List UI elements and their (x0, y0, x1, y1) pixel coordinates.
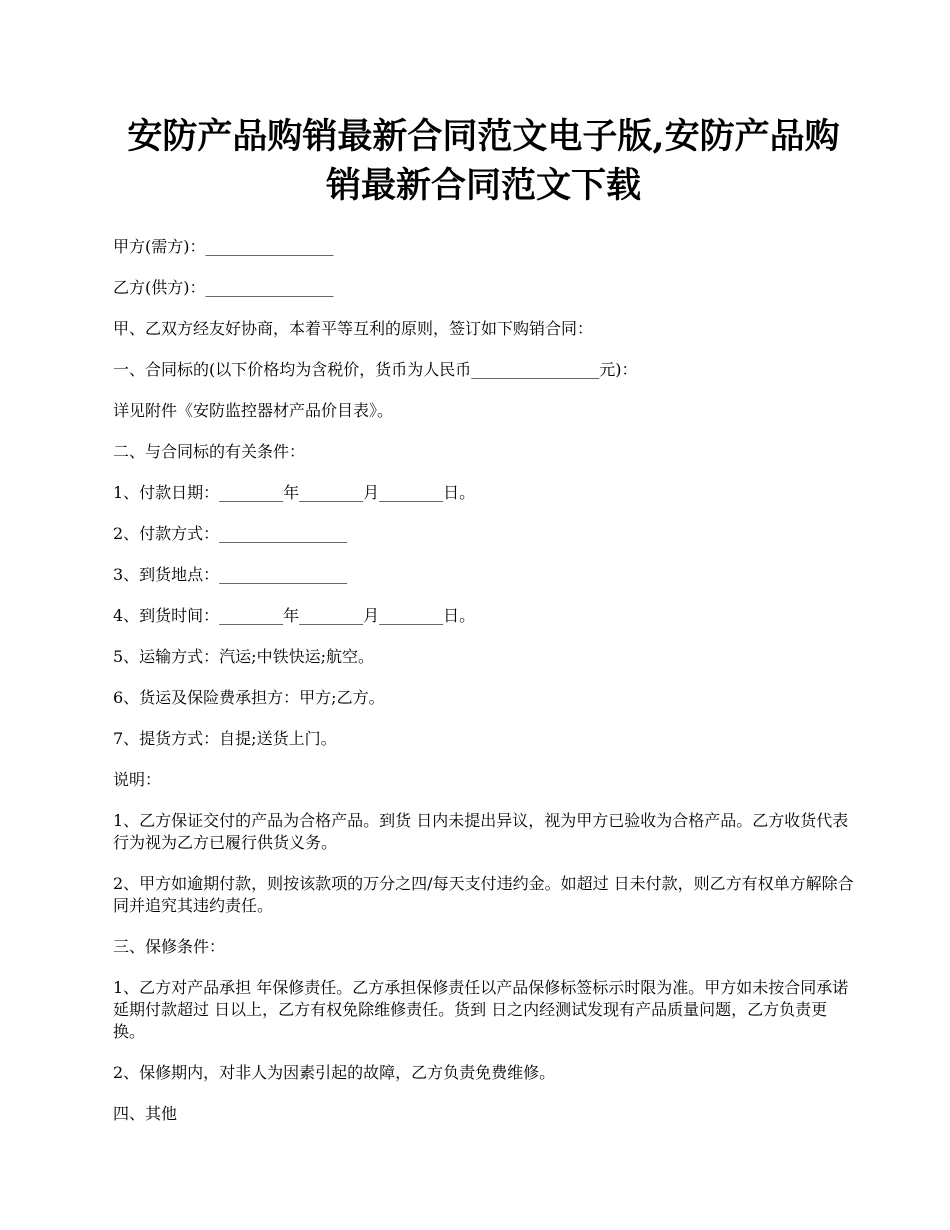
delivery-place-item: 3、到货地点：________________ (113, 565, 348, 584)
party-a-line: 甲方(需方)：________________ (113, 237, 334, 256)
section-2-heading: 二、与合同标的有关条件： (113, 442, 306, 461)
warranty-1-paragraph: 1、乙方对产品承担 年保修责任。乙方承担保修责任以产品保修标签标示时限为准。甲方如未按合同承诺延期付款超过 日以上，乙方有权免除维修责任。货到 日之内经测试发现有产品质量问题，乙方负责更换。 (113, 978, 849, 1041)
notes-heading: 说明： (113, 770, 162, 789)
section-3-heading: 三、保修条件： (113, 937, 226, 956)
warranty-2-paragraph: 2、保修期内，对非人为因素引起的故障，乙方负责免费维修。 (113, 1063, 556, 1082)
intro-paragraph: 甲、乙双方经友好协商，本着平等互利的原则，签订如下购销合同： (113, 319, 594, 338)
note-1-paragraph: 1、乙方保证交付的产品为合格产品。到货 日内未提出异议，视为甲方已验收为合格产品。乙方收货代表行为视为乙方已履行供货义务。 (113, 811, 849, 852)
note-2-paragraph: 2、甲方如逾期付款，则按该款项的万分之四/每天支付违约金。如超过 日未付款，则乙方有权单方解除合同并追究其违约责任。 (113, 874, 854, 915)
party-b-line: 乙方(供方)：________________ (113, 278, 334, 297)
document-title: 安防产品购销最新合同范文电子版,安防产品购销最新合同范文下载 (127, 116, 840, 206)
attachment-note: 详见附件《安防监控器材产品价目表》。 (113, 401, 394, 420)
transport-method-item: 5、运输方式：汽运;中铁快运;航空。 (113, 647, 374, 666)
section-1-heading: 一、合同标的(以下价格均为含税价，货币为人民币________________元)： (113, 360, 638, 379)
payment-method-item: 2、付款方式：________________ (113, 524, 348, 543)
freight-insurance-item: 6、货运及保险费承担方：甲方;乙方。 (113, 688, 385, 707)
delivery-time-item: 4、到货时间：________年________月________日。 (113, 606, 476, 625)
section-4-heading: 四、其他 (113, 1104, 178, 1123)
pickup-method-item: 7、提货方式：自提;送货上门。 (113, 729, 337, 748)
payment-date-item: 1、付款日期：________年________月________日。 (113, 483, 476, 502)
